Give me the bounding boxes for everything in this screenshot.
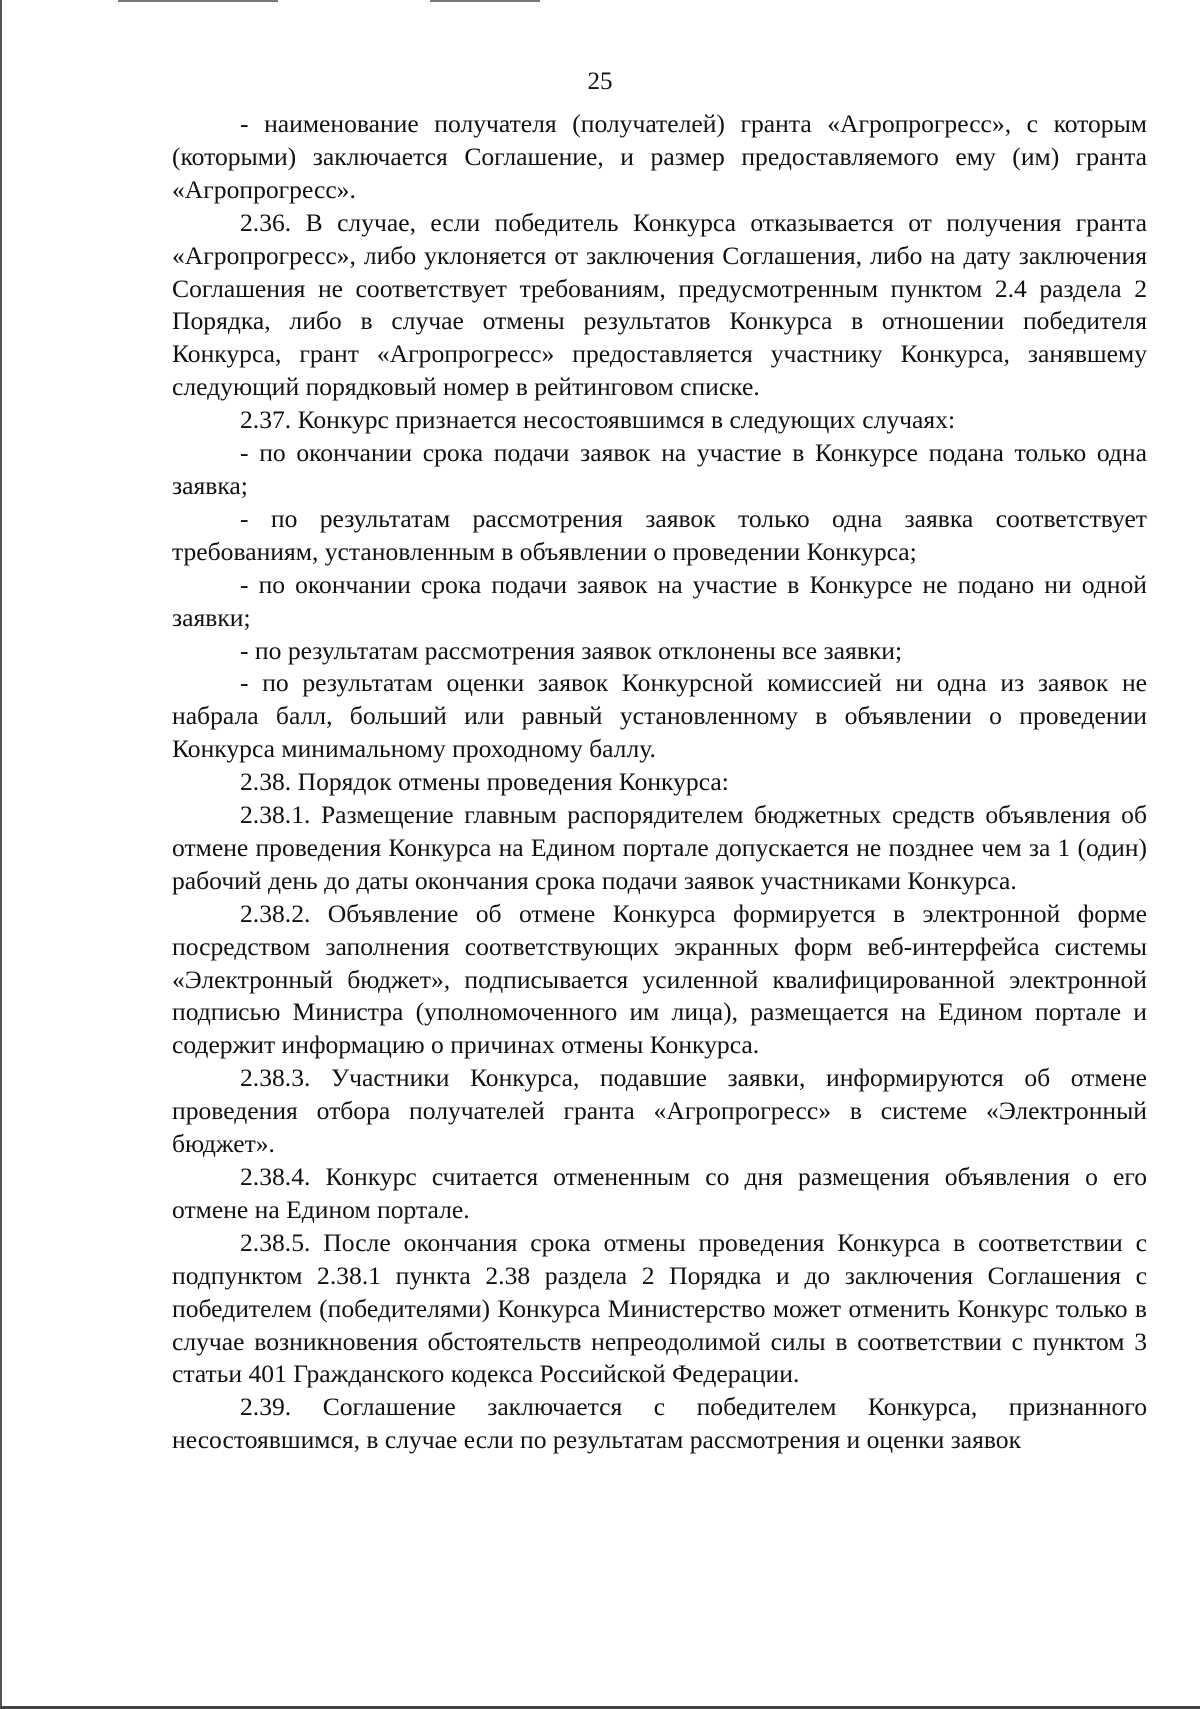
paragraph-2-39: 2.39. Соглашение заключается с победителем Конкурса, признанного несостоявшимся, в случае если по результатам рассмотрения и оценки заявок: [172, 1392, 1147, 1455]
paragraph-2-38-5: 2.38.5. После окончания срока отмены проведения Конкурса в соответствии с подпунктом 2.38.1 пункта 2.38 раздела 2 Порядка и до заключения Соглашения с победителем (победителями) Конкурса Министерство может отменить Конкурс только в случае возникновения обстоятельств непреодолимой силы в соответствии с пунктом 3 статьи 401 Гражданского кодекса Российской Федерации.: [172, 1227, 1147, 1389]
paragraph-2-38: 2.38. Порядок отмены проведения Конкурса:: [240, 767, 729, 797]
list-item-one-compliant: - по результатам рассмотрения заявок только одна заявка соответствует требованиям, установленным в объявлении о проведении Конкурса;: [172, 503, 1147, 566]
paragraph-2-38-4: 2.38.4. Конкурс считается отмененным со дня размещения объявления о его отмене на Едином портале.: [172, 1162, 1147, 1224]
list-item-one-application: - по окончании срока подачи заявок на участие в Конкурсе подана только одна заявка;: [172, 438, 1147, 500]
paragraph-2-38-1: 2.38.1. Размещение главным распорядителем бюджетных средств объявления об отмене проведения Конкурса на Едином портале допускается не позднее чем за 1 (один) рабочий день до даты окончания срока подачи заявок участниками Конкурса.: [172, 800, 1147, 895]
paragraph-2-38-3: 2.38.3. Участники Конкурса, подавшие заявки, информируются об отмене проведения отбора получателей гранта «Агропрогресс» в системе «Электронный бюджет».: [172, 1063, 1147, 1159]
scan-edge-left: [0, 0, 2, 1709]
page-number: 25: [587, 68, 613, 95]
list-item-no-passing-score: - по результатам оценки заявок Конкурсной комиссией ни одна из заявок не набрала балл, больший или равный установленному в объявлении о проведении Конкурса минимальному проходному баллу.: [172, 668, 1147, 764]
scan-edge-top: [118, 0, 278, 2]
document-body: [172, 108, 1147, 1457]
paragraph-recipient-name: - наименование получателя (получателей) гранта «Агропрогресс», с которым (которыми) заключается Соглашение, и размер предоставляемого ему (им) гранта «Агропрогресс».: [172, 109, 1147, 204]
paragraph-2-37: 2.37. Конкурс признается несостоявшимся в следующих случаях:: [240, 405, 956, 435]
list-item-all-rejected: - по результатам рассмотрения заявок отклонены все заявки;: [240, 635, 903, 665]
list-item-no-applications: - по окончании срока подачи заявок на участие в Конкурсе не подано ни одной заявки;: [172, 569, 1147, 632]
scan-edge-top: [430, 0, 540, 2]
paragraph-2-38-2: 2.38.2. Объявление об отмене Конкурса формируется в электронной форме посредством заполнения соответствующих экранных форм веб-интерфейса системы «Электронный бюджет», подписывается усиленной квалифицированной электронной подписью Министра (уполномоченного им лица), размещается на Едином портале и содержит информацию о причинах отмены Конкурса.: [172, 898, 1147, 1060]
paragraph-2-36: 2.36. В случае, если победитель Конкурса отказывается от получения гранта «Агропрогресс», либо уклоняется от заключения Соглашения, либо на дату заключения Соглашения не соответствует требованиям, предусмотренным пунктом 2.4 раздела 2 Порядка, либо в случае отмены результатов Конкурса в отношении победителя Конкурса, грант «Агропрогресс» предоставляется участнику Конкурса, занявшему следующий порядковый номер в рейтинговом списке.: [172, 207, 1147, 402]
